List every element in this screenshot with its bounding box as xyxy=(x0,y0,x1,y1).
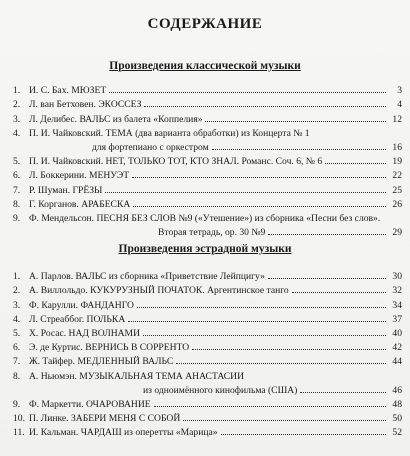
toc-list-classical xyxy=(13,82,402,238)
entry-number: 6. xyxy=(13,342,21,354)
dot-leader xyxy=(268,234,386,235)
dot-leader xyxy=(176,363,386,364)
toc-entry xyxy=(13,181,402,195)
toc-entry xyxy=(13,82,402,96)
section-heading-classical: Произведения классической музыки xyxy=(109,60,301,72)
entry-title: Вторая тетрадь, ор. 30 №9 xyxy=(158,227,266,239)
toc-entry xyxy=(13,139,402,153)
toc-entry xyxy=(13,96,402,110)
entry-page-number: 52 xyxy=(392,427,402,439)
entry-number: 3. xyxy=(13,113,21,125)
entry-number: 9. xyxy=(13,398,21,410)
entry-page-number: 29 xyxy=(392,227,402,239)
entry-title: Э. де Куртис. ВЕРНИСЬ В СОРРЕНТО xyxy=(29,342,190,354)
toc-entry xyxy=(13,424,402,438)
toc-entry xyxy=(13,410,402,424)
entry-title: Р. Шуман. ГРЁЗЫ xyxy=(29,184,103,196)
dot-leader xyxy=(133,206,386,207)
dot-leader xyxy=(144,106,386,107)
toc-entry xyxy=(13,296,402,310)
entry-title: П. И. Чайковский. НЕТ, ТОЛЬКО ТОТ, КТО ЗНАЛ. Романс. Соч. 6, № 6 xyxy=(29,156,323,168)
dot-leader xyxy=(325,163,386,164)
entry-title: А. Виллольдо. КУКУРУЗНЫЙ ПОЧАТОК. Аргентинское танго xyxy=(29,285,289,297)
dot-leader xyxy=(109,92,386,93)
entry-title: Л. Делибес. ВАЛЬС из балета «Коппелия» xyxy=(29,113,203,125)
toc-entry xyxy=(13,153,402,167)
dot-leader xyxy=(105,192,386,193)
dot-leader xyxy=(268,278,386,279)
toc-entry xyxy=(13,110,402,124)
entry-page-number: 46 xyxy=(392,384,402,396)
entry-number: 1. xyxy=(13,85,21,97)
dot-leader xyxy=(205,121,386,122)
entry-title: Ф. Мендельсон. ПЕСНЯ БЕЗ СЛОВ №9 («Утешение») из сборника «Песни без слов». xyxy=(29,212,381,224)
toc-entry xyxy=(13,339,402,353)
entry-page-number: 30 xyxy=(392,271,402,283)
toc-entry xyxy=(13,367,402,381)
toc-entry xyxy=(13,196,402,210)
toc-entry xyxy=(13,210,402,224)
entry-page-number: 22 xyxy=(392,170,402,182)
entry-number: 7. xyxy=(13,184,21,196)
entry-title: Л. Стреаббог. ПОЛЬКА xyxy=(29,313,126,325)
dot-leader xyxy=(300,392,386,393)
dot-leader xyxy=(154,406,386,407)
entry-page-number: 44 xyxy=(392,356,402,368)
toc-entry xyxy=(13,167,402,181)
entry-number: 6. xyxy=(13,170,21,182)
entry-number: 2. xyxy=(13,285,21,297)
entry-title: Л. Боккерини. МЕНУЭТ xyxy=(29,170,130,182)
entry-page-number: 12 xyxy=(392,113,402,125)
entry-title: А. Ньюмэн. МУЗЫКАЛЬНАЯ ТЕМА АНАСТАСИИ xyxy=(29,370,245,382)
entry-number: 3. xyxy=(13,299,21,311)
entry-number: 10. xyxy=(13,413,25,425)
toc-entry xyxy=(13,382,402,396)
toc-entry xyxy=(13,268,402,282)
entry-title: И. Кальман. ЧАРДАШ из оперетты «Марица» xyxy=(29,427,218,439)
dot-leader xyxy=(183,420,386,421)
entry-title: для фортепиано с оркестром xyxy=(92,141,209,153)
toc-entry xyxy=(13,353,402,367)
entry-number: 2. xyxy=(13,99,21,111)
entry-title: Г. Корганов. АРАБЕСКА xyxy=(29,198,131,210)
entry-page-number: 32 xyxy=(392,285,402,297)
entry-title: из одноимённого кинофильма (США) xyxy=(143,384,298,396)
entry-page-number: 3 xyxy=(397,85,402,97)
entry-page-number: 50 xyxy=(392,413,402,425)
entry-title: Ф. Карулли. ФАНДАНГО xyxy=(29,299,134,311)
dot-leader xyxy=(192,349,386,350)
section-heading-pop: Произведения эстрадной музыки xyxy=(118,243,292,255)
entry-page-number: 4 xyxy=(397,99,402,111)
entry-page-number: 26 xyxy=(392,198,402,210)
dot-leader xyxy=(212,149,386,150)
entry-title: Ф. Маркетти. ОЧАРОВАНИЕ xyxy=(29,398,151,410)
entry-page-number: 34 xyxy=(392,299,402,311)
entry-number: 11. xyxy=(13,427,25,439)
entry-title: Ж. Тайфер. МЕДЛЕННЫЙ ВАЛЬС xyxy=(29,356,174,368)
toc-list-pop xyxy=(13,268,402,438)
toc-entry xyxy=(13,125,402,139)
entry-page-number: 42 xyxy=(392,342,402,354)
page-title: СОДЕРЖАНИЕ xyxy=(147,16,263,32)
toc-entry xyxy=(13,282,402,296)
entry-title: П. И. Чайковский. ТЕМА (два варианта обработки) из Концерта № 1 xyxy=(29,127,310,139)
entry-number: 1. xyxy=(13,271,21,283)
entry-page-number: 16 xyxy=(392,141,402,153)
entry-number: 7. xyxy=(13,356,21,368)
entry-page-number: 25 xyxy=(392,184,402,196)
entry-number: 4. xyxy=(13,127,21,139)
toc-entry xyxy=(13,325,402,339)
entry-page-number: 40 xyxy=(392,327,402,339)
dot-leader xyxy=(132,177,386,178)
entry-page-number: 37 xyxy=(392,313,402,325)
entry-number: 5. xyxy=(13,327,21,339)
entry-page-number: 19 xyxy=(392,156,402,168)
entry-title: Х. Росас. НАД ВОЛНАМИ xyxy=(29,327,141,339)
dot-leader xyxy=(143,335,386,336)
dot-leader xyxy=(137,307,386,308)
entry-title: Л. ван Бетховен. ЭКОССЕЗ xyxy=(29,99,142,111)
dot-leader xyxy=(221,434,386,435)
entry-number: 5. xyxy=(13,156,21,168)
toc-entry xyxy=(13,311,402,325)
entry-number: 8. xyxy=(13,198,21,210)
entry-number: 9. xyxy=(13,212,21,224)
entry-number: 8. xyxy=(13,370,21,382)
entry-title: И. С. Бах. МЮЗЕТ xyxy=(29,85,107,97)
dot-leader xyxy=(292,292,386,293)
toc-entry xyxy=(13,224,402,238)
entry-title: А. Парлов. ВАЛЬС из сборника «Приветствие Лейпцигу» xyxy=(29,271,265,283)
entry-number: 4. xyxy=(13,313,21,325)
toc-entry xyxy=(13,396,402,410)
entry-page-number: 48 xyxy=(392,398,402,410)
entry-title: П. Линке. ЗАБЕРИ МЕНЯ С СОБОЙ xyxy=(29,413,181,425)
dot-leader xyxy=(128,321,386,322)
